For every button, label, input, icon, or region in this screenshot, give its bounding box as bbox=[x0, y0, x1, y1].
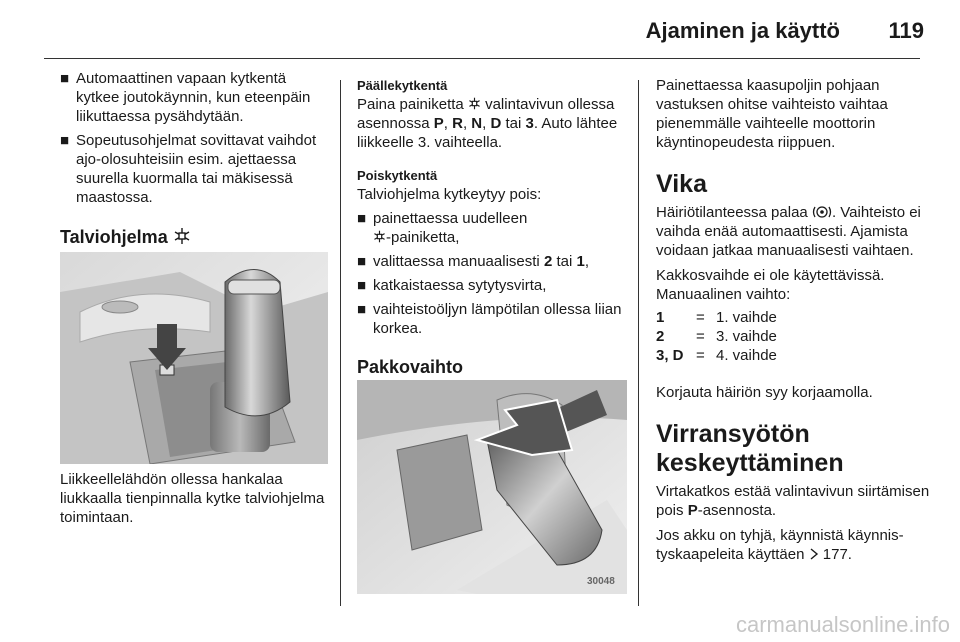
watermark: carmanualsonline.info bbox=[735, 612, 950, 637]
separator: , bbox=[482, 115, 487, 132]
list-item bbox=[357, 252, 629, 271]
power-text: -asennosta. bbox=[697, 502, 777, 519]
table-row bbox=[656, 308, 936, 327]
list-item bbox=[357, 276, 629, 295]
figure-caption: Liikkeellelähdön ollessa hankalaa liukkaalla tienpinnalla kytke talviohjelma toimintaan. bbox=[60, 471, 325, 526]
power-paragraph bbox=[656, 482, 936, 520]
gear-selector-illustration bbox=[60, 252, 328, 464]
header-divider bbox=[44, 58, 920, 59]
separator: , bbox=[584, 253, 589, 270]
list-item bbox=[60, 131, 330, 207]
snowflake-icon bbox=[373, 230, 386, 243]
fault-text: Häiriötilanteessa palaa bbox=[656, 204, 808, 221]
gear-key: 3, D bbox=[656, 347, 684, 364]
gear-key: 1 bbox=[656, 309, 665, 326]
on-text: Paina painiketta bbox=[357, 96, 464, 113]
bullet-icon: ■ bbox=[357, 301, 367, 318]
bullet-icon: ■ bbox=[357, 253, 367, 270]
kickdown-heading: Pakkovaihto bbox=[357, 357, 464, 377]
gear-key: 2 bbox=[656, 328, 665, 345]
page-reference-link[interactable]: 177. bbox=[822, 546, 852, 563]
repair-paragraph: Korjauta häiriön syy korjaamolla. bbox=[656, 384, 873, 401]
gear-warning-icon bbox=[812, 205, 832, 219]
table-row bbox=[656, 346, 936, 365]
bullet-text-part: valittaessa manuaalisesti bbox=[373, 253, 540, 270]
on-heading: Päällekytkentä bbox=[357, 78, 448, 93]
column-divider-2 bbox=[638, 80, 639, 606]
bullet-text: vaihteistoöljyn lämpötilan ollessa liian korkea. bbox=[373, 301, 622, 337]
kickdown-paragraph: Painettaessa kaasupoljin pohjaan vastuksen ohitse vaihteisto vaihtaa pienemmälle vaihteelle moottorin käyntinopeudesta riippuen. bbox=[656, 77, 888, 151]
gear-2: 2 bbox=[543, 253, 553, 270]
bullet-text: Sopeutusohjelmat sovittavat vaihdot ajo-olosuhteisiin esim. ajettaessa suurella kuormalla tai mäkisessä maastossa. bbox=[76, 132, 317, 206]
kickdown-pedal-illustration bbox=[357, 380, 627, 594]
page-section-title: Ajaminen ja käyttö bbox=[645, 18, 840, 43]
word-or: tai bbox=[556, 253, 573, 270]
fault-heading: Vika bbox=[656, 170, 707, 198]
column-2 bbox=[357, 76, 629, 387]
bullet-text: katkaistaessa sytytysvirta, bbox=[373, 277, 547, 294]
battery-text: Jos akku on tyhjä, käynnistä käynnistyskaapeleita käyttäen bbox=[656, 527, 904, 563]
snowflake-icon bbox=[468, 97, 481, 110]
equals-sign: = bbox=[696, 309, 705, 326]
position-n: N bbox=[471, 115, 483, 132]
list-item bbox=[357, 209, 629, 247]
on-text: . Auto lähtee liikkeelle 3. vaihteella. bbox=[357, 115, 618, 151]
bullet-icon: ■ bbox=[60, 132, 70, 149]
gear-1: 1 bbox=[576, 253, 585, 270]
fault-paragraph bbox=[656, 203, 936, 260]
column-1 bbox=[60, 64, 330, 257]
word-or: tai bbox=[505, 115, 522, 132]
position-r: R bbox=[452, 115, 463, 132]
pedal-drawing bbox=[357, 380, 627, 594]
gear-value: 3. vaihde bbox=[716, 328, 777, 345]
column-3 bbox=[656, 76, 936, 564]
power-heading-line: Virransyötön bbox=[656, 420, 810, 448]
winter-heading bbox=[60, 227, 330, 247]
table-row bbox=[656, 327, 936, 346]
position-3: 3 bbox=[525, 115, 534, 132]
list-item bbox=[357, 300, 629, 338]
snowflake-icon bbox=[173, 227, 191, 245]
fault-text: . Vaihteisto ei vaihda enää automaattisesti. Ajamista voidaan jatkaa manuaalisesti vaihtaen. bbox=[656, 204, 921, 259]
on-text: valintavivun ollessa asennossa bbox=[357, 96, 615, 132]
bullet-text-part: painettaessa uudelleen bbox=[373, 210, 528, 227]
position-d: D bbox=[490, 115, 502, 132]
gear-table bbox=[656, 308, 936, 365]
equals-sign: = bbox=[696, 347, 705, 364]
power-heading-line: keskeyttäminen bbox=[656, 449, 844, 477]
off-heading: Poiskytkentä bbox=[357, 168, 438, 183]
gear-value: 1. vaihde bbox=[716, 309, 777, 326]
bullet-icon: ■ bbox=[60, 70, 70, 87]
position-p: P bbox=[687, 502, 698, 519]
power-heading bbox=[656, 420, 936, 478]
bullet-text: Automaattinen vapaan kytkentä kytkee joutokäynnin, kun eteenpäin liikuttaessa pysähdytään. bbox=[76, 70, 311, 125]
separator: , bbox=[443, 115, 448, 132]
bullet-text-part: -painiketta, bbox=[386, 229, 460, 246]
winter-heading-text: Talviohjelma bbox=[60, 227, 168, 247]
bullet-icon: ■ bbox=[357, 210, 367, 227]
position-p: P bbox=[433, 115, 444, 132]
column-1-caption bbox=[60, 470, 330, 527]
figure-number: 30048 bbox=[587, 576, 615, 587]
page-reference-icon bbox=[809, 548, 819, 560]
equals-sign: = bbox=[696, 328, 705, 345]
gear-selector-drawing bbox=[60, 252, 328, 464]
power-text: Virtakatkos estää valintavivun siirtämisen pois bbox=[656, 483, 930, 519]
list-item bbox=[60, 69, 330, 126]
separator: , bbox=[462, 115, 468, 132]
off-intro: Talviohjelma kytkeytyy pois: bbox=[357, 186, 542, 203]
bullet-text bbox=[373, 252, 629, 271]
page-number: 119 bbox=[888, 18, 924, 43]
bullet-text bbox=[373, 209, 629, 247]
battery-paragraph bbox=[656, 526, 936, 564]
column-divider-1 bbox=[340, 80, 341, 606]
gear-value: 4. vaihde bbox=[716, 347, 777, 364]
bullet-icon: ■ bbox=[357, 277, 367, 294]
manual-gear-paragraph: Kakkosvaihde ei ole käytettävissä. Manuaalinen vaihto: bbox=[656, 267, 885, 303]
on-paragraph bbox=[357, 95, 629, 152]
